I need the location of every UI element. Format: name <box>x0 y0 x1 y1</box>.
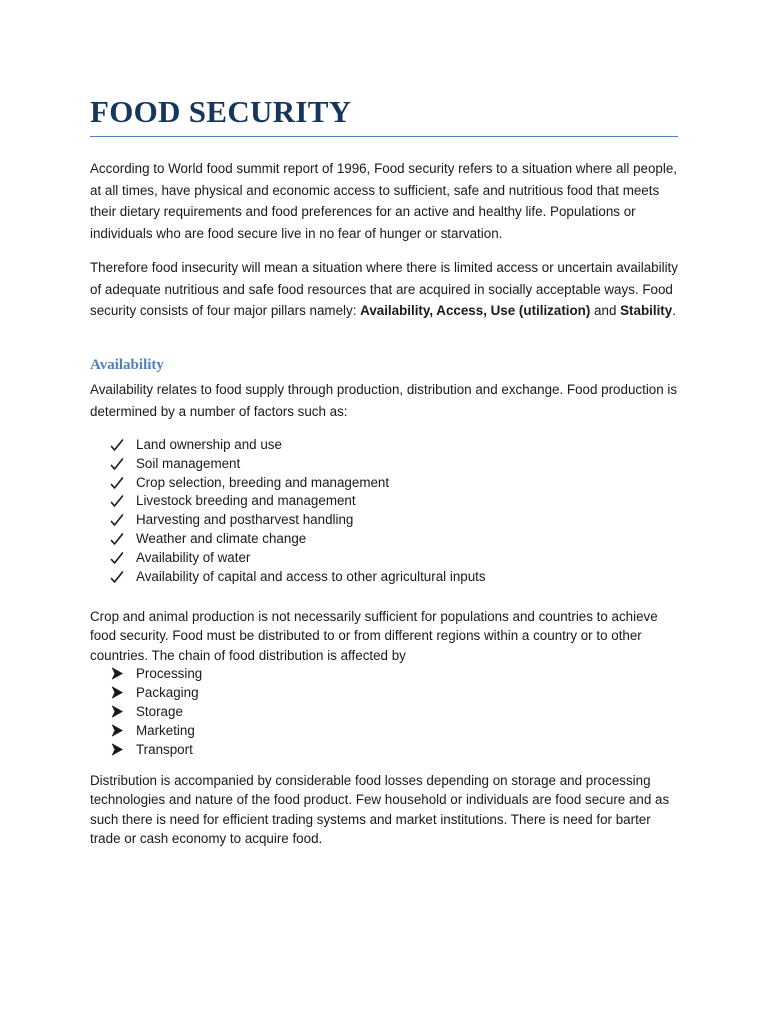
pillars-bold-2: Stability <box>620 303 673 318</box>
arrow-list-item-text: Storage <box>136 704 183 719</box>
checklist-item <box>110 474 486 493</box>
checklist-item <box>110 549 486 568</box>
checklist-item-text: Availability of capital and access to other agricultural inputs <box>136 568 486 584</box>
checklist-item-text: Soil management <box>136 455 241 471</box>
arrow-list-item <box>110 721 202 740</box>
arrow-bullet-icon <box>110 683 124 701</box>
arrow-list-item-text: Packaging <box>136 685 199 700</box>
arrow-bullet-icon <box>110 721 124 739</box>
arrow-list-item <box>110 702 202 721</box>
checklist-item-text: Livestock breeding and management <box>136 493 356 509</box>
checklist-item-text: Weather and climate change <box>136 530 307 546</box>
arrow-list-item <box>110 740 202 759</box>
checklist-item <box>110 436 486 455</box>
checklist-item <box>110 492 486 511</box>
check-mark-icon <box>110 511 124 529</box>
arrow-bullet-icon <box>110 702 124 720</box>
factors-checklist <box>110 436 486 586</box>
arrow-list-item <box>110 664 202 683</box>
checklist-item-text: Land ownership and use <box>136 437 282 452</box>
availability-paragraph: Availability relates to food supply through production, distribution and exchange. Food production is determined by a number of factors such as: <box>90 382 678 419</box>
checklist-item-text: Harvesting and postharvest handling <box>136 512 354 528</box>
document-title: FOOD SECURITY <box>90 94 352 129</box>
check-mark-icon <box>110 436 124 454</box>
pillars-bold-1: Availability, Access, Use (utilization) <box>360 303 591 318</box>
check-mark-icon <box>110 474 124 492</box>
pillars-text: Therefore food insecurity will mean a situation where there is limited access or uncertain availability of adequate nutritious and safe food resources that are acquired in socially acceptable ways. Food security consists of four major pillars namely: <box>90 260 678 318</box>
arrow-list-item <box>110 683 202 702</box>
checklist-item <box>110 568 486 587</box>
section-heading-availability: Availability <box>90 357 164 373</box>
check-mark-icon <box>110 549 124 567</box>
check-mark-icon <box>110 492 124 510</box>
arrow-bullet-icon <box>110 740 124 758</box>
checklist-item <box>110 455 486 474</box>
check-mark-icon <box>110 455 124 473</box>
check-mark-icon <box>110 568 124 586</box>
checklist-item <box>110 530 486 549</box>
pillars-paragraph <box>90 257 678 322</box>
arrow-list-item-text: Transport <box>136 742 193 757</box>
arrow-list-item-text: Marketing <box>136 723 195 738</box>
distribution-arrow-list <box>110 664 202 759</box>
check-mark-icon <box>110 530 124 548</box>
arrow-list-item-text: Processing <box>136 666 203 681</box>
losses-paragraph: Distribution is accompanied by considerable food losses depending on storage and processing technologies and nature of the food product. Few household or individuals are food secure and as such there is need for efficient trading systems and market institutions. There is need for barter trade or cash economy to acquire food. <box>90 773 670 846</box>
distribution-paragraph: Crop and animal production is not necessarily sufficient for populations and countries to achieve food security. Food must be distributed to or from different regions within a country or to other countries. The chain of food distribution is affected by <box>90 609 658 663</box>
title-underline <box>90 136 678 137</box>
checklist-item <box>110 511 486 530</box>
intro-paragraph: According to World food summit report of 1996, Food security refers to a situation where all people, at all times, have physical and economic access to sufficient, safe and nutritious food that meets their dietary requirements and food preferences for an active and healthy life. Populations or individuals who are food secure live in no fear of hunger or starvation. <box>90 161 678 241</box>
checklist-item-text: Availability of water <box>136 549 251 565</box>
arrow-bullet-icon <box>110 664 124 682</box>
pillars-and: and <box>590 303 621 318</box>
pillars-end: . <box>672 303 676 318</box>
checklist-item-text: Crop selection, breeding and management <box>136 474 390 490</box>
